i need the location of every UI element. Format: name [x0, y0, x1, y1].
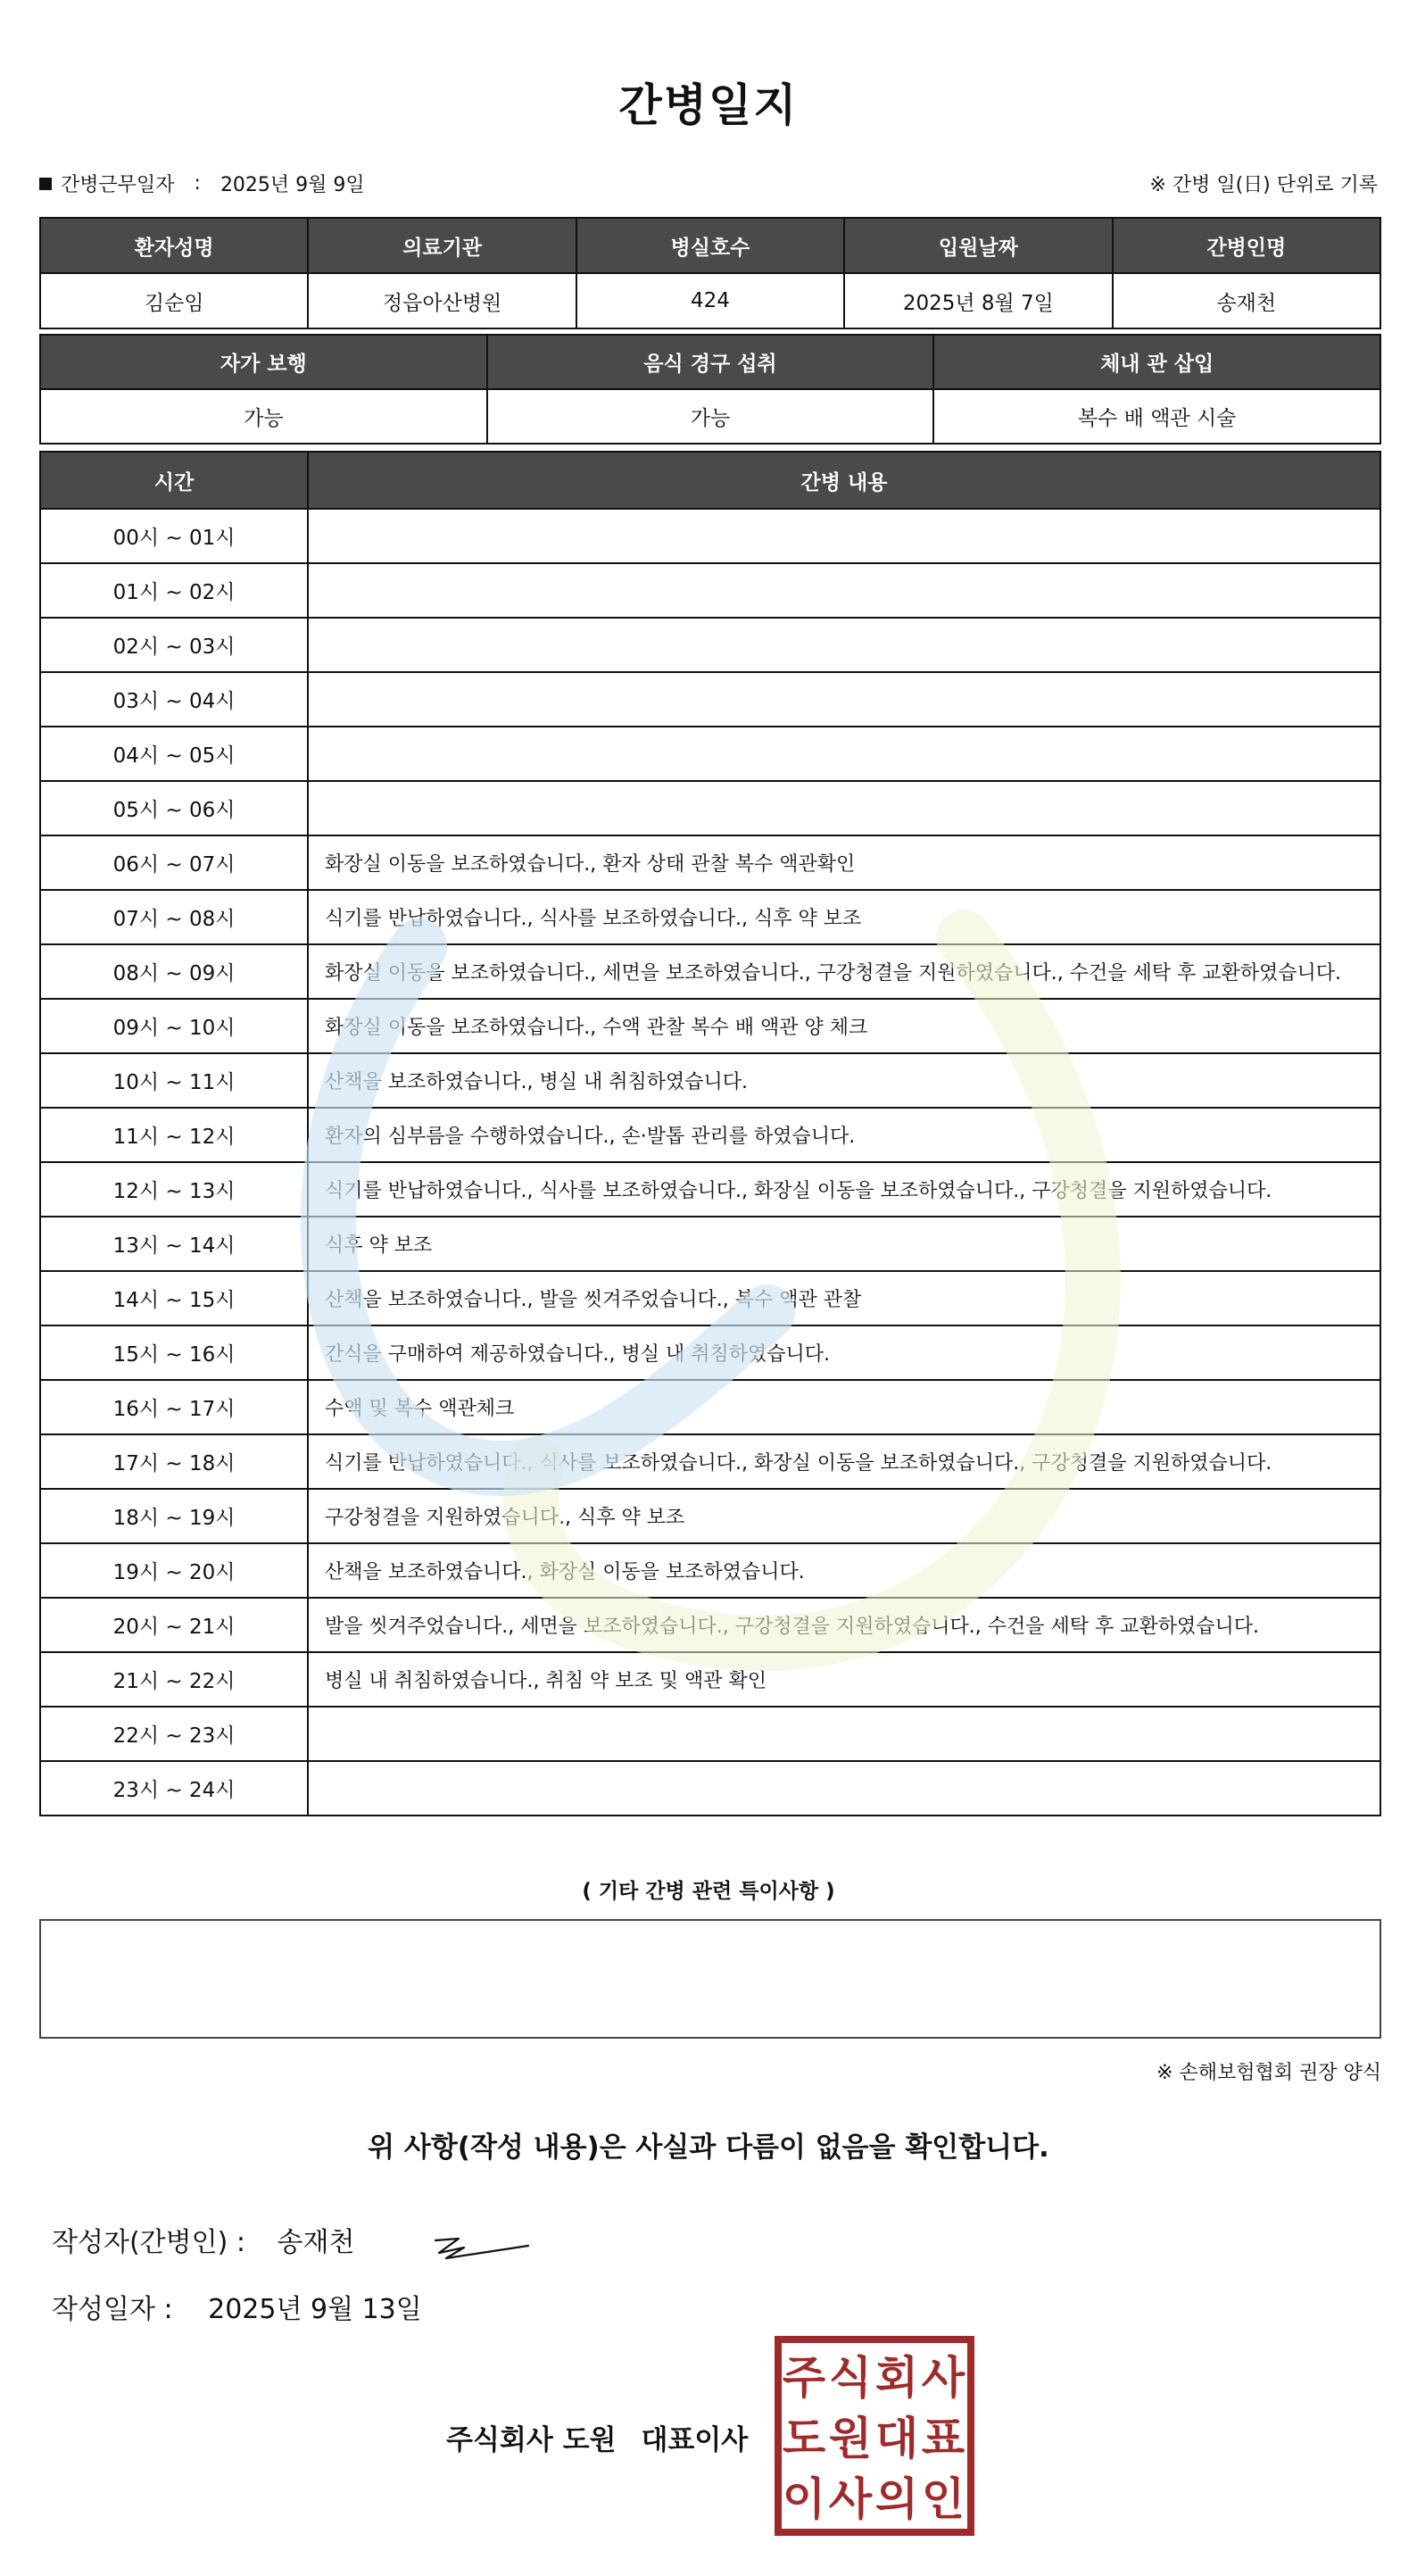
time-cell: 23시 ~ 24시 — [40, 1761, 308, 1816]
care-content-cell: 환자의 심부름을 수행하였습니다., 손·발톱 관리를 하였습니다. — [308, 1108, 1380, 1162]
care-content-cell: 산책을 보조하였습니다., 화장실 이동을 보조하였습니다. — [308, 1543, 1380, 1598]
company-name: 주식회사 도원 — [446, 2424, 617, 2456]
seal-char: 도 — [782, 2413, 826, 2464]
table-row — [40, 1271, 1380, 1325]
self-walking-value: 가능 — [40, 389, 487, 444]
author-label: 작성자(간병인) : — [52, 2227, 245, 2258]
patient-name-value: 김순임 — [40, 273, 308, 328]
notes-box — [39, 1919, 1381, 2039]
time-cell: 06시 ~ 07시 — [40, 835, 308, 890]
care-content-cell: 산책을 보조하였습니다., 병실 내 취침하였습니다. — [308, 1053, 1380, 1108]
care-content-cell: 구강청결을 지원하였습니다., 식후 약 보조 — [308, 1489, 1380, 1543]
bullet-square-icon — [39, 178, 52, 190]
care-content-cell: 병실 내 취침하였습니다., 취침 약 보조 및 액관 확인 — [308, 1652, 1380, 1707]
work-info-row — [39, 170, 1378, 202]
work-date-value: 2025년 9월 9일 — [220, 174, 365, 196]
header-self-walking: 자가 보행 — [40, 335, 487, 389]
time-cell: 14시 ~ 15시 — [40, 1271, 308, 1325]
table-row — [40, 1434, 1380, 1489]
care-content-cell: 화장실 이동을 보조하였습니다., 환자 상태 관찰 복수 액관확인 — [308, 835, 1380, 890]
header-oral-intake: 음식 경구 섭취 — [487, 335, 934, 389]
table-row — [40, 890, 1380, 944]
care-content-cell — [308, 563, 1380, 618]
seal-char: 대 — [874, 2413, 919, 2464]
care-content-cell: 식기를 반납하였습니다., 식사를 보조하였습니다., 화장실 이동을 보조하였습니다., 구강청결을 지원하였습니다. — [308, 1434, 1380, 1489]
room-number-value: 424 — [576, 273, 844, 328]
time-cell: 05시 ~ 06시 — [40, 781, 308, 835]
table-row — [40, 1543, 1380, 1598]
table-row — [40, 1652, 1380, 1707]
header-caregiver-name: 간병인명 — [1113, 218, 1380, 273]
table-row — [40, 1217, 1380, 1271]
time-cell: 12시 ~ 13시 — [40, 1162, 308, 1217]
care-content-cell: 발을 씻겨주었습니다., 세면을 보조하였습니다., 구강청결을 지원하였습니다., 수건을 세탁 후 교환하였습니다. — [308, 1598, 1380, 1652]
table-row — [40, 727, 1380, 781]
time-cell: 11시 ~ 12시 — [40, 1108, 308, 1162]
time-cell: 02시 ~ 03시 — [40, 618, 308, 672]
table-row — [40, 1108, 1380, 1162]
header-care-content: 간병 내용 — [308, 452, 1380, 509]
time-cell: 20시 ~ 21시 — [40, 1598, 308, 1652]
table-row — [40, 1162, 1380, 1217]
patient-info-table — [39, 217, 1381, 329]
written-date-line — [52, 2287, 422, 2326]
seal-char: 이 — [782, 2473, 826, 2525]
written-date-label: 작성일자 : — [52, 2294, 173, 2325]
table-row — [40, 1598, 1380, 1652]
seal-char: 사 — [921, 2352, 965, 2404]
seal-char: 사 — [828, 2473, 873, 2525]
company-title: 대표이사 — [641, 2424, 749, 2456]
seal-char: 원 — [828, 2413, 873, 2464]
table-row — [40, 1053, 1380, 1108]
table-row — [40, 1489, 1380, 1543]
author-name: 송재천 — [277, 2227, 355, 2258]
seal-char: 회 — [874, 2352, 919, 2404]
time-cell: 17시 ~ 18시 — [40, 1434, 308, 1489]
time-cell: 09시 ~ 10시 — [40, 999, 308, 1053]
written-date-value: 2025년 9월 13일 — [208, 2294, 422, 2325]
time-cell: 10시 ~ 11시 — [40, 1053, 308, 1108]
table-row — [40, 1380, 1380, 1434]
seal-char: 인 — [921, 2473, 965, 2525]
care-content-cell: 간식을 구매하여 제공하였습니다., 병실 내 취침하였습니다. — [308, 1325, 1380, 1380]
time-cell: 16시 ~ 17시 — [40, 1380, 308, 1434]
table-row — [40, 999, 1380, 1053]
notes-title: ( 기타 간병 관련 특이사항 ) — [582, 1880, 835, 1903]
header-time: 시간 — [40, 452, 308, 509]
table-row — [40, 1707, 1380, 1761]
recommend-note: ※ 손해보험협회 권장 양식 — [1156, 2062, 1381, 2084]
table-row — [40, 563, 1380, 618]
time-cell: 00시 ~ 01시 — [40, 509, 308, 563]
care-content-cell — [308, 727, 1380, 781]
care-content-cell — [308, 1707, 1380, 1761]
header-room-number: 병실호수 — [576, 218, 844, 273]
seal-char: 식 — [828, 2352, 873, 2404]
table-row — [40, 1325, 1380, 1380]
work-date-label: 간병근무일자 — [61, 174, 175, 196]
company-seal-stamp — [775, 2336, 974, 2536]
seal-char: 의 — [874, 2473, 919, 2525]
care-content-cell — [308, 781, 1380, 835]
care-content-cell — [308, 672, 1380, 727]
table-row — [40, 944, 1380, 999]
tube-insertion-value: 복수 배 액관 시술 — [933, 389, 1380, 444]
header-patient-name: 환자성명 — [40, 218, 308, 273]
care-content-cell: 산책을 보조하였습니다., 발을 씻겨주었습니다., 복수 액관 관찰 — [308, 1271, 1380, 1325]
admission-date-value: 2025년 8월 7일 — [844, 273, 1112, 328]
care-content-cell: 화장실 이동을 보조하였습니다., 수액 관찰 복수 배 액관 양 체크 — [308, 999, 1380, 1053]
care-content-cell: 수액 및 복수 액관체크 — [308, 1380, 1380, 1434]
care-content-cell — [308, 1761, 1380, 1816]
care-content-cell: 식기를 반납하였습니다., 식사를 보조하였습니다., 식후 약 보조 — [308, 890, 1380, 944]
table-row — [40, 509, 1380, 563]
company-line — [446, 2417, 748, 2457]
care-content-cell: 화장실 이동을 보조하였습니다., 세면을 보조하였습니다., 구강청결을 지원하였습니다., 수건을 세탁 후 교환하였습니다. — [308, 944, 1380, 999]
time-cell: 08시 ~ 09시 — [40, 944, 308, 999]
work-date-colon: : — [194, 172, 201, 195]
time-cell: 19시 ~ 20시 — [40, 1543, 308, 1598]
seal-char: 표 — [921, 2413, 965, 2464]
patient-status-table — [39, 334, 1381, 445]
header-tube-insertion: 체내 관 삽입 — [933, 335, 1380, 389]
author-line — [52, 2220, 354, 2259]
time-cell: 04시 ~ 05시 — [40, 727, 308, 781]
header-hospital: 의료기관 — [308, 218, 576, 273]
care-content-cell — [308, 618, 1380, 672]
caregiver-name-value: 송재천 — [1113, 273, 1380, 328]
table-row — [40, 1761, 1380, 1816]
time-cell: 22시 ~ 23시 — [40, 1707, 308, 1761]
time-cell: 03시 ~ 04시 — [40, 672, 308, 727]
oral-intake-value: 가능 — [487, 389, 934, 444]
confirm-statement: 위 사항(작성 내용)은 사실과 다름이 없음을 확인합니다. — [368, 2131, 1049, 2164]
care-content-cell — [308, 509, 1380, 563]
time-cell: 13시 ~ 14시 — [40, 1217, 308, 1271]
care-log-body — [40, 509, 1380, 1816]
care-log-table — [39, 451, 1381, 1816]
signature-icon — [428, 2230, 535, 2265]
care-content-cell: 식후 약 보조 — [308, 1217, 1380, 1271]
table-row — [40, 835, 1380, 890]
record-unit-note: ※ 간병 일(日) 단위로 기록 — [1149, 174, 1378, 196]
hospital-value: 정읍아산병원 — [308, 273, 576, 328]
table-row — [40, 618, 1380, 672]
time-cell: 01시 ~ 02시 — [40, 563, 308, 618]
care-content-cell: 식기를 반납하였습니다., 식사를 보조하였습니다., 화장실 이동을 보조하였습니다., 구강청결을 지원하였습니다. — [308, 1162, 1380, 1217]
time-cell: 18시 ~ 19시 — [40, 1489, 308, 1543]
table-row — [40, 781, 1380, 835]
time-cell: 15시 ~ 16시 — [40, 1325, 308, 1380]
page-title: 간병일지 — [618, 79, 799, 131]
seal-char: 주 — [782, 2352, 826, 2404]
time-cell: 21시 ~ 22시 — [40, 1652, 308, 1707]
time-cell: 07시 ~ 08시 — [40, 890, 308, 944]
table-row — [40, 672, 1380, 727]
header-admission-date: 입원날짜 — [844, 218, 1112, 273]
